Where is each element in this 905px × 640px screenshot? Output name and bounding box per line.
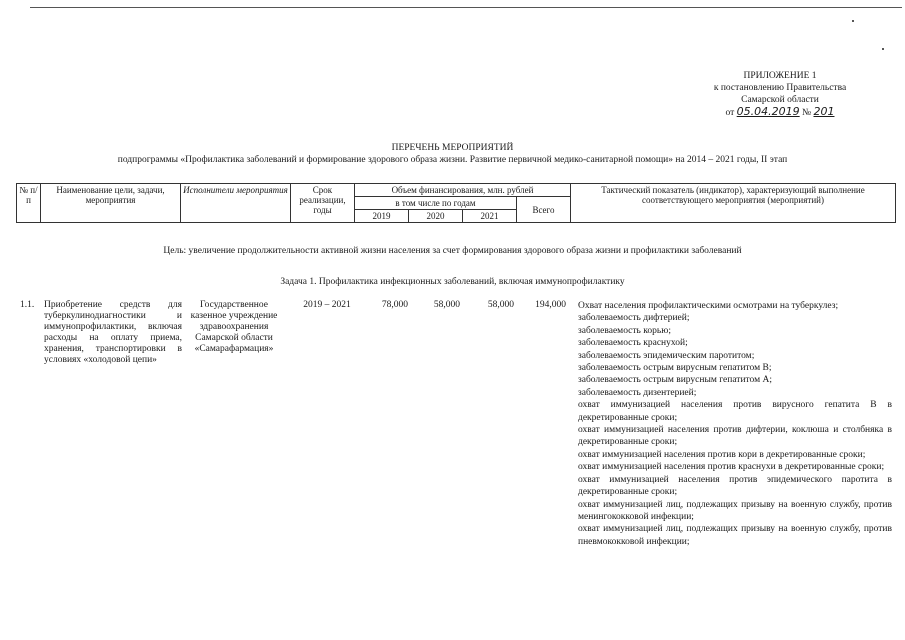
- indicator-item: Охват населения профилактическими осмотрами на туберкулез;: [578, 301, 839, 311]
- number-prefix: №: [802, 108, 812, 118]
- indicator-item: охват иммунизацией населения против дифтерии, коклюша и столбняка в декретированные сроки;: [578, 425, 892, 448]
- indicator-item: охват иммунизацией лиц, подлежащих призыву на военную службу, против менингококковой инфекции;: [578, 499, 892, 522]
- document-subtitle: подпрограммы «Профилактика заболеваний и формирование здорового образа жизни. Развитие первичной медико-санитарной помощи» на 2014 – 2021 годы, II этап: [117, 155, 788, 165]
- decree-date: 05.04.2019: [736, 105, 800, 118]
- header-year-2019: 2019: [355, 210, 409, 223]
- indicator-item: заболеваемость эпидемическим паротитом;: [578, 350, 755, 361]
- header-funding: Объем финансирования, млн. рублей: [355, 184, 571, 197]
- indicator-item: охват иммунизацией лиц, подлежащих призыву на военную службу, против пневмококковой инфекции;: [578, 524, 892, 547]
- document-title-block: [0, 142, 905, 166]
- header-total: Всего: [517, 197, 571, 223]
- appendix-line2: Самарской области: [741, 95, 819, 105]
- appendix-date-line: [690, 106, 870, 119]
- header-year-2020: 2020: [409, 210, 463, 223]
- row-funding-2020: 58,000: [433, 300, 460, 310]
- top-rule: [30, 7, 902, 8]
- header-num: № п/п: [17, 184, 41, 223]
- scan-speck: [852, 20, 854, 22]
- row-number: 1.1.: [20, 300, 35, 310]
- indicator-item: заболеваемость острым вирусным гепатитом В;: [578, 363, 772, 374]
- header-executors: Исполнители мероприятия: [181, 184, 291, 223]
- table-header: [16, 183, 896, 223]
- indicator-item: охват иммунизацией населения против вирусного гепатита В в декретированные сроки;: [578, 400, 892, 423]
- row-funding-total: 194,000: [535, 300, 566, 310]
- appendix-title: ПРИЛОЖЕНИЕ 1: [743, 71, 817, 81]
- goal-text: Цель: увеличение продолжительности активной жизни населения за счет формирования здорового образа жизни и профилактики заболеваний: [163, 246, 742, 256]
- indicator-item: заболеваемость острым вирусным гепатитом А;: [578, 375, 773, 386]
- indicator-item: заболеваемость дизентерией;: [578, 387, 697, 398]
- row-funding-2021: 58,000: [487, 300, 514, 310]
- scan-speck: [882, 48, 884, 50]
- row-indicators: [578, 300, 892, 548]
- task-text: Задача 1. Профилактика инфекционных заболеваний, включая иммунопрофилактику: [280, 277, 625, 287]
- header-including: в том числе по годам: [355, 197, 517, 210]
- decree-number: 201: [813, 105, 835, 118]
- header-name: Наименование цели, задачи, мероприятия: [41, 184, 181, 223]
- header-indicator: Тактический показатель (индикатор), характеризующий выполнение соответствующего мероприятия (мероприятий): [571, 184, 896, 223]
- indicator-item: заболеваемость краснухой;: [578, 338, 688, 349]
- indicator-item: охват иммунизацией населения против краснухи в декретированные сроки;: [578, 462, 885, 473]
- row-executor: Государственное казенное учреждение здравоохранения Самарской области «Самарафармация»: [190, 300, 278, 354]
- header-year-2021: 2021: [463, 210, 517, 223]
- indicator-item: заболеваемость дифтерией;: [578, 313, 690, 324]
- document-title: ПЕРЕЧЕНЬ МЕРОПРИЯТИЙ: [391, 143, 514, 153]
- indicator-item: охват иммунизацией населения против эпидемического паротита в декретированные сроки;: [578, 474, 892, 498]
- row-name: Приобретение средств для туберкулинодиагностики и иммунопрофилактики, включая расходы на оплату приема, хранения, транспортировки в условиях «холодовой цепи»: [44, 300, 182, 365]
- indicator-item: заболеваемость корью;: [578, 325, 671, 336]
- indicator-item: охват иммунизацией населения против кори в декретированные сроки;: [578, 449, 866, 460]
- row-term: 2019 – 2021: [303, 300, 351, 310]
- from-prefix: от: [725, 108, 735, 118]
- appendix-line1: к постановлению Правительства: [713, 83, 847, 93]
- appendix-block: [690, 70, 870, 119]
- row-funding-2019: 78,000: [381, 300, 408, 310]
- header-term: Срок реализации, годы: [291, 184, 355, 223]
